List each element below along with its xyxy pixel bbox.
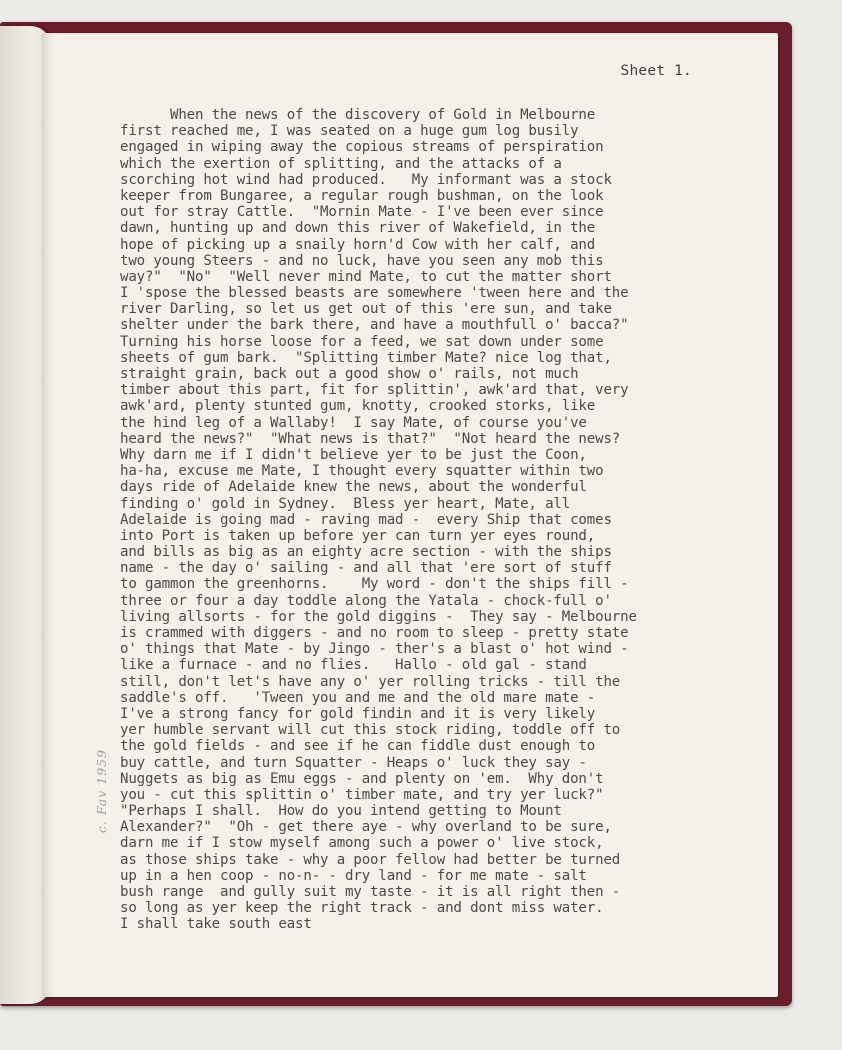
- text-line: is crammed with diggers - and no room to sleep - pretty state: [120, 625, 629, 641]
- text-line: shelter under the bark there, and have a mouthfull o' bacca?": [120, 317, 629, 334]
- text-line: awk'ard, plenty stunted gum, knotty, crooked storks, like: [120, 398, 596, 415]
- text-line: yer humble servant will cut this stock riding, toddle off to: [120, 722, 621, 739]
- text-line: ha-ha, excuse me Mate, I thought every squatter within two: [120, 463, 604, 480]
- text-line: Adelaide is going mad - raving mad - every Ship that comes: [120, 511, 612, 528]
- text-line: I 'spose the blessed beasts are somewhere 'tween here and the: [120, 285, 629, 302]
- text-line: sheets of gum bark. "Splitting timber Mate? nice log that,: [120, 349, 612, 366]
- text-line: bush range and gully suit my taste - it is all right then -: [120, 884, 621, 900]
- text-line: as those ships take - why a poor fellow had better be turned: [120, 851, 621, 868]
- text-line: two young Steers - and no luck, have you seen any mob this: [120, 252, 604, 269]
- text-line: Turning his horse loose for a feed, we sat down under some: [120, 333, 604, 350]
- text-line: days ride of Adelaide knew the news, about the wonderful: [120, 479, 587, 496]
- text-line: name - the day o' sailing - and all that 'ere sort of stuff: [120, 560, 612, 577]
- text-line: which the exertion of splitting, and the attacks of a: [120, 155, 562, 172]
- text-line: up in a hen coop - no-n- - dry land - for me mate - salt: [120, 867, 587, 884]
- text-line: keeper from Bungaree, a regular rough bushman, on the look: [120, 187, 604, 204]
- text-line: you - cut this splittin o' timber mate, and try yer luck?": [120, 786, 604, 803]
- text-line: river Darling, so let us get out of this 'ere sun, and take: [120, 301, 612, 318]
- text-line: timber about this part, fit for splittin', awk'ard that, very: [120, 382, 629, 399]
- text-line: When the news of the discovery of Gold in Melbourne: [120, 107, 596, 123]
- text-line: into Port is taken up before yer can turn yer eyes round,: [120, 527, 596, 544]
- text-line: three or four a day toddle along the Yatala - chock-full o': [120, 592, 612, 609]
- text-line: still, don't let's have any o' yer rolling tricks - till the: [120, 673, 621, 690]
- text-line: engaged in wiping away the copious streams of perspiration: [120, 139, 604, 156]
- text-line: out for stray Cattle. "Mornin Mate - I've been ever since: [120, 204, 604, 221]
- text-line: buy cattle, and turn Squatter - Heaps o' luck they say -: [120, 754, 587, 771]
- text-line: finding o' gold in Sydney. Bless yer heart, Mate, all: [120, 495, 571, 512]
- text-line: saddle's off. 'Tween you and me and the old mare mate -: [120, 689, 596, 706]
- text-line: way?" "No" "Well never mind Mate, to cut the matter short: [120, 268, 612, 285]
- text-line: dawn, hunting up and down this river of Wakefield, in the: [120, 220, 596, 237]
- text-line: hope of picking up a snaily horn'd Cow with her calf, and: [120, 236, 596, 253]
- sheet-number: Sheet 1.: [620, 63, 692, 79]
- text-line: the gold fields - and see if he can fiddle dust enough to: [120, 738, 596, 755]
- text-line: scorching hot wind had produced. My informant was a stock: [120, 171, 612, 188]
- text-line: I've a strong fancy for gold findin and it is very likely: [120, 705, 596, 722]
- typed-page: [42, 33, 778, 997]
- text-line: o' things that Mate - by Jingo - ther's a blast o' hot wind -: [120, 641, 629, 658]
- text-line: to gammon the greenhorns. My word - don't the ships fill -: [120, 576, 629, 593]
- text-line: and bills as big as an eighty acre section - with the ships: [120, 544, 612, 561]
- text-line: straight grain, back out a good show o' rails, not much: [120, 366, 579, 382]
- text-line: Why darn me if I didn't believe yer to be just the Coon,: [120, 446, 587, 463]
- text-line: living allsorts - for the gold diggins - They say - Melbourne: [120, 608, 637, 625]
- pencil-annotation: c. Fav 1959: [94, 748, 109, 833]
- text-line: like a furnace - and no flies. Hallo - old gal - stand: [120, 657, 587, 674]
- text-line: darn me if I stow myself among such a power o' live stock,: [120, 835, 604, 852]
- text-line: Alexander?" "Oh - get there aye - why overland to be sure,: [120, 819, 612, 836]
- text-line: I shall take south east: [120, 916, 312, 933]
- text-line: the hind leg of a Wallaby! I say Mate, of course you've: [120, 414, 587, 431]
- text-line: heard the news?" "What news is that?" "Not heard the news?: [120, 430, 621, 447]
- text-line: "Perhaps I shall. How do you intend getting to Mount: [120, 803, 562, 820]
- typewritten-body: [120, 107, 740, 933]
- text-line: first reached me, I was seated on a huge gum log busily: [120, 123, 579, 140]
- text-line: Nuggets as big as Emu eggs - and plenty on 'em. Why don't: [120, 770, 604, 787]
- text-line: so long as yer keep the right track - and dont miss water.: [120, 900, 604, 917]
